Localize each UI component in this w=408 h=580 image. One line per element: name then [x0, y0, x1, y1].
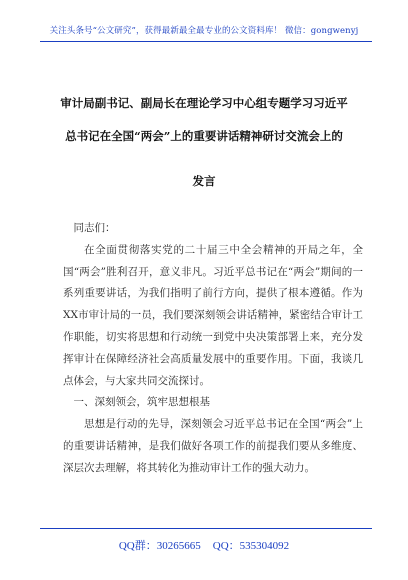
paragraph-intro: 在全面贯彻落实党的二十届三中全会精神的开局之年，全国“两会”胜利召开，意义非凡。习近平总书记在“两会”期间的一系列重要讲话，为我们指明了前行方向，提供了根本遵循。作为XX市审计局的一员，我们要深刻领会讲话精神，紧密结合审计工作职能，切实将思想和行动统一到党中央决策部署上来，充分发挥审计在保障经济社会高质量发展中的重要作用。下面，我谈几点体会，与大家共同交流探讨。 [63, 243, 363, 387]
footer-qq-group: QQ群：30265665 [118, 540, 201, 552]
document-body [63, 218, 363, 480]
header-divider [40, 41, 372, 42]
document-title-line-3: 发言 [192, 174, 216, 188]
footer-qq: QQ：535304092 [212, 540, 290, 552]
document-title-line-2: 总书记在全国“两会”上的重要讲话精神研讨交流会上的 [65, 129, 343, 143]
section-heading-1: 一、深刻领会，筑牢思想根基 [73, 396, 210, 409]
footer-divider [40, 528, 372, 529]
header-banner: 关注头条号“公文研究”，获得最新最全最专业的公文资料库！ 微信：gongwenyj [49, 26, 359, 36]
paragraph-section-1: 思想是行动的先导，深刻领会习近平总书记在全国“两会”上的重要讲话精神，是我们做好各项工作的前提我们要从多维度、深层次去理解，将其转化为推动审计工作的强大动力。 [63, 418, 363, 474]
document-title-line-1: 审计局副书记、副局长在理论学习中心组专题学习习近平 [60, 96, 348, 110]
footer [0, 537, 408, 553]
salutation: 同志们： [73, 222, 116, 234]
